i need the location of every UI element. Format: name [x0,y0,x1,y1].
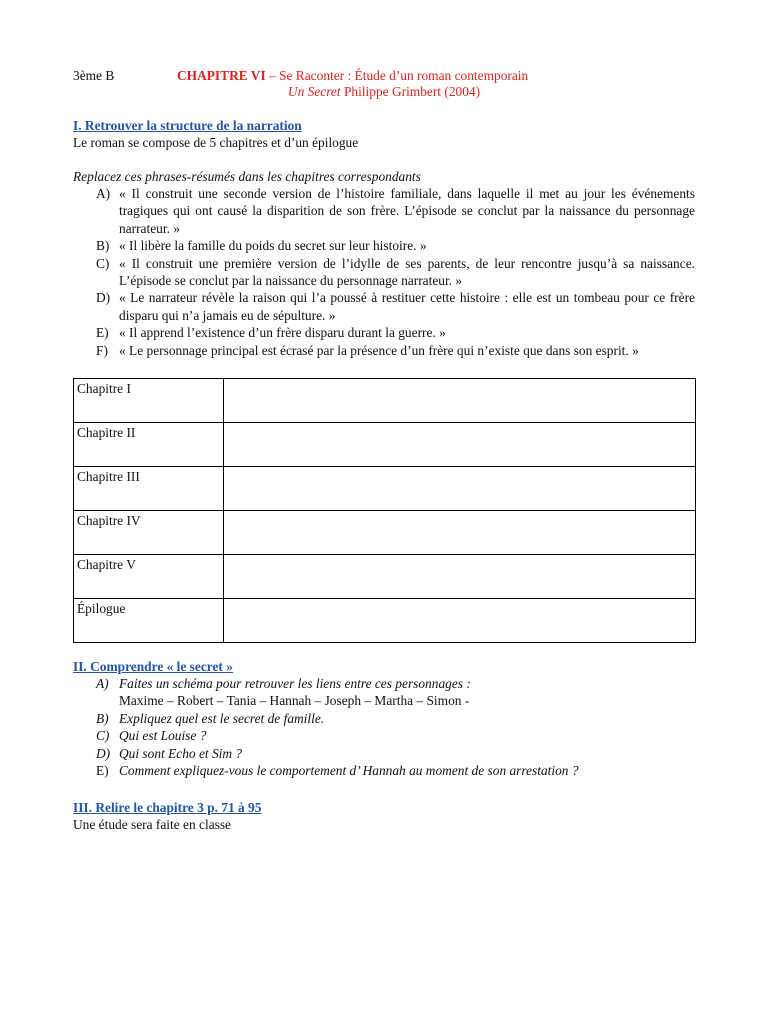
book-title: Un Secret [287,84,341,99]
list-item: E) « Il apprend l’existence d’un frère disparu durant la guerre. » [96,325,446,341]
answer-cell[interactable] [224,379,696,423]
header [73,68,695,102]
section-1-instruction: Replacez ces phrases-résumés dans les chapitres correspondants [73,169,421,184]
section-1-intro: Le roman se compose de 5 chapitres et d’un épilogue [73,135,359,150]
row-label: Chapitre IV [74,511,224,555]
book-reference [73,84,695,100]
section-2-title: II. Comprendre « le secret » [73,659,233,675]
class-label: 3ème B [73,68,115,83]
chapter-table [73,378,696,643]
table-row [74,467,696,511]
chapter-subtitle: – Se Raconter : Étude d’un roman contemporain [265,68,529,83]
list-item: C) Qui est Louise ? [96,728,207,744]
list-item: C) « Il construit une première version de l’idylle de ses parents, de leur rencontre jusqu’à sa naissance. L’épisode se conclut par la naissance du personnage narrateur. » [96,255,695,289]
answer-cell[interactable] [224,467,696,511]
list-item: A) Faites un schéma pour retrouver les liens entre ces personnages : Maxime – Robert – Tania – Hannah – Joseph – Martha – Simon - [96,676,471,709]
row-label: Chapitre V [74,555,224,599]
list-item: A) « Il construit une seconde version de l’histoire familiale, dans laquelle il met au jour les événements tragiques qui ont causé la disparition de son frère. L’épisode se conclut par la naissance du personnage narrateur. » [96,186,695,236]
list-item: D) « Le narrateur révèle la raison qui l’a poussé à restituer cette histoire : elle est un tombeau pour ce frère disparu qui n’a jamais eu de sépulture. » [96,290,695,323]
section-3-text: Une étude sera faite en classe [73,816,232,832]
answer-cell[interactable] [224,423,696,467]
summary-list [73,185,695,359]
chapter-title [177,68,528,84]
table-row [74,423,696,467]
table-row [74,599,696,643]
answer-cell[interactable] [224,555,696,599]
table-row [74,511,696,555]
row-label: Chapitre II [74,423,224,467]
book-author: Philippe Grimbert (2004) [340,84,481,99]
section-3-title: III. Relire le chapitre 3 p. 71 à 95 [73,799,262,815]
answer-cell[interactable] [224,511,696,555]
worksheet-page [73,68,695,833]
table-row [74,379,696,423]
row-label: Chapitre III [74,467,224,511]
row-label: Épilogue [74,599,224,643]
question-list [73,675,695,779]
character-names: Maxime – Robert – Tania – Hannah – Joseph – Martha – Simon - [119,693,470,709]
list-item: D) Qui sont Echo et Sim ? [96,745,243,761]
table-row [74,555,696,599]
list-item: B) « Il libère la famille du poids du secret sur leur histoire. » [96,238,427,254]
chapter-number: CHAPITRE VI [177,68,266,83]
answer-cell[interactable] [224,599,696,643]
section-1-title: I. Retrouver la structure de la narration [73,118,302,133]
list-item: B) Expliquez quel est le secret de famille. [96,710,325,726]
row-label: Chapitre I [74,379,224,423]
list-item: F) « Le personnage principal est écrasé par la présence d’un frère qui n’existe que dans son esprit. » [96,342,639,358]
list-item: E) Comment expliquez-vous le comportement d’ Hannah au moment de son arrestation ? [96,763,579,779]
